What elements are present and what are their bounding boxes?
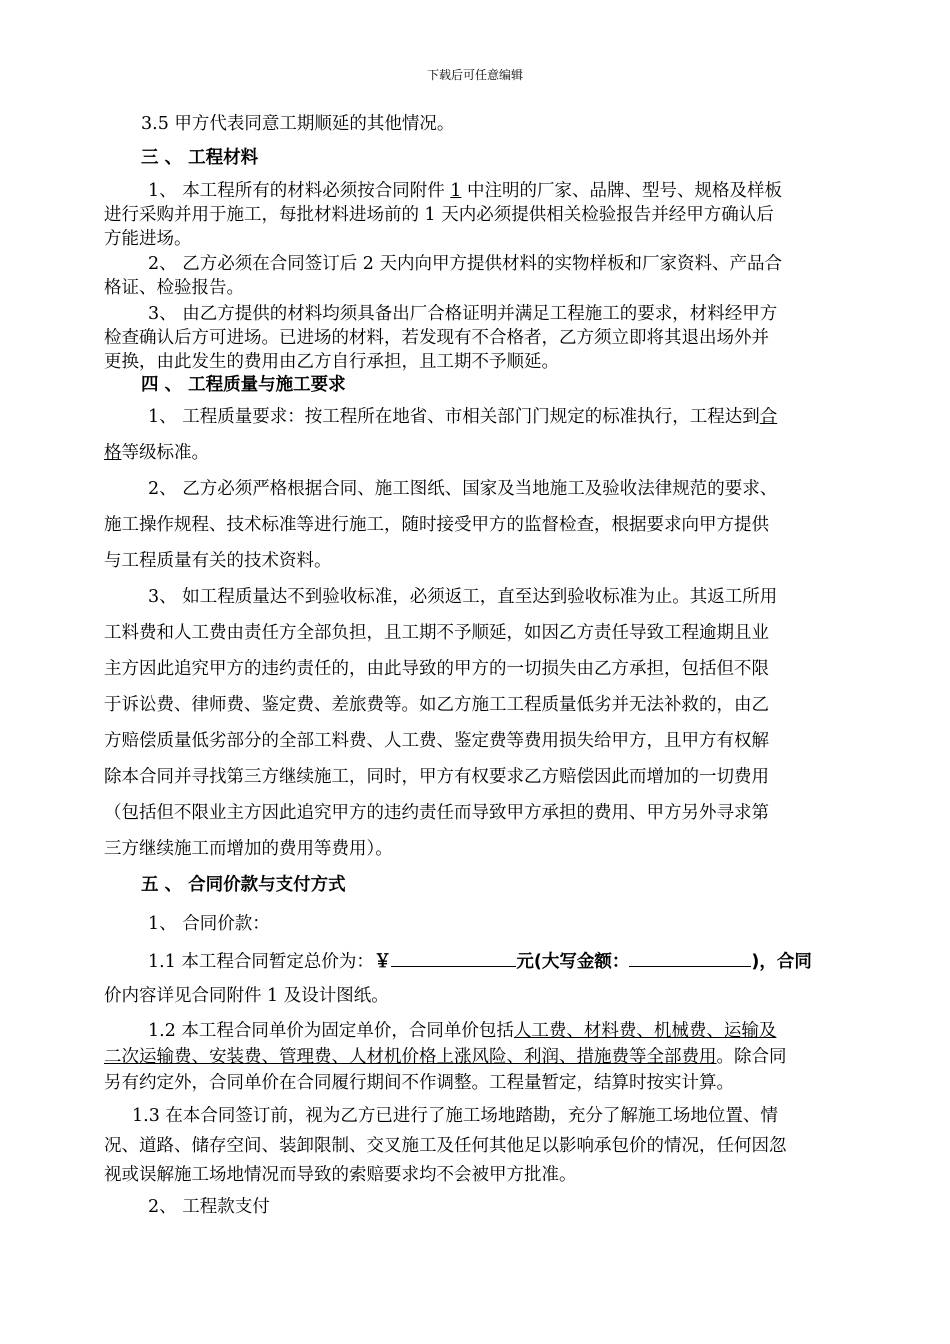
quality-clause-1-line2: 格等级标准。 <box>104 443 209 463</box>
price-clause-1-3-line3: 视或误解施工场地情况而导致的索赔要求均不会被甲方批准。 <box>104 1165 577 1185</box>
quality-clause-2-line1: 2、 乙方必须严格根据合同、施工图纸、国家及当地施工及验收法律规范的要求、 <box>148 479 778 499</box>
quality-clause-3-line2: 工料费和人工费由责任方全部负担，且工期不予顺延，如因乙方责任导致工程逾期且业 <box>104 623 769 643</box>
quality-clause-1-line1: 1、 工程质量要求：按工程所在地省、市相关部门门规定的标准执行，工程达到合 <box>148 407 778 427</box>
clause-3-5: 3.5 甲方代表同意工期顺延的其他情况。 <box>141 114 455 134</box>
quality-clause-3-line8: 三方继续施工而增加的费用等费用）。 <box>104 839 393 859</box>
quality-clause-2-line3: 与工程质量有关的技术资料。 <box>104 551 332 571</box>
yen-sign: ￥ <box>373 952 392 972</box>
section-heading-4: 四 、 工程质量与施工要求 <box>141 375 346 395</box>
material-clause-1-line1: 1、 本工程所有的材料必须按合同附件 1 中注明的厂家、品牌、型号、规格及样板 <box>148 181 782 201</box>
quality-clause-3-line7: （包括但不限业主方因此追究甲方的违约责任而导致甲方承担的费用、甲方另外寻求第 <box>104 803 769 823</box>
section-heading-3: 三 、 工程材料 <box>141 148 259 168</box>
quality-clause-3-line1: 3、 如工程质量达不到验收标准，必须返工，直至达到验收标准为止。其返工所用 <box>148 587 778 607</box>
price-clause-1-2-line2: 二次运输费、安装费、管理费、人材机价格上涨风险、利润、措施费等全部费用。除合同 <box>104 1047 787 1067</box>
material-clause-2-line2: 格证、检验报告。 <box>104 278 244 298</box>
quality-clause-2-line2: 施工操作规程、技术标准等进行施工，随时接受甲方的监督检查，根据要求向甲方提供 <box>104 515 769 535</box>
total-price-blank[interactable] <box>391 948 516 967</box>
price-clause-1-1-line2: 价内容详见合同附件 1 及设计图纸。 <box>104 986 389 1006</box>
price-clause-1-3-line1: 1.3 在本合同签订前，视为乙方已进行了施工场地踏勘，充分了解施工场地位置、情 <box>132 1106 778 1126</box>
material-clause-2-line1: 2、 乙方必须在合同签订后 2 天内向甲方提供材料的实物样板和厂家资料、产品合 <box>148 254 782 274</box>
material-clause-3-line3: 更换，由此发生的费用由乙方自行承担，且工期不予顺延。 <box>104 352 559 372</box>
material-clause-1-line2: 进行采购并用于施工，每批材料进场前的 1 天内必须提供相关检验报告并经甲方确认后 <box>104 205 774 225</box>
material-clause-3-line1: 3、 由乙方提供的材料均须具备出厂合格证明并满足工程施工的要求，材料经甲方 <box>148 304 778 324</box>
price-clause-1-heading: 1、 合同价款： <box>148 914 270 934</box>
amount-in-words-blank[interactable] <box>629 948 751 967</box>
price-clause-1-2-line1: 1.2 本工程合同单价为固定单价，合同单价包括人工费、材料费、机械费、运输及 <box>148 1021 777 1041</box>
quality-clause-3-line5: 方赔偿质量低劣部分的全部工料费、人工费、鉴定费等费用损失给甲方，且甲方有权解 <box>104 731 769 751</box>
price-clause-1-2-line3: 另有约定外，合同单价在合同履行期间不作调整。工程量暂定，结算时按实计算。 <box>104 1073 734 1093</box>
payment-clause-2-heading: 2、 工程款支付 <box>148 1197 270 1217</box>
material-clause-1-line3: 方能进场。 <box>104 229 192 249</box>
price-clause-1-3-line2: 况、道路、储存空间、装卸限制、交叉施工及任何其他足以影响承包价的情况，任何因忽 <box>104 1136 787 1156</box>
quality-clause-3-line3: 主方因此追究甲方的违约责任的，由此导致的甲方的一切损失由乙方承担，包括但不限 <box>104 659 769 679</box>
quality-clause-3-line6: 除本合同并寻找第三方继续施工，同时，甲方有权要求乙方赔偿因此而增加的一切费用 <box>104 767 769 787</box>
section-heading-5: 五 、 合同价款与支付方式 <box>141 875 346 895</box>
quality-clause-3-line4: 于诉讼费、律师费、鉴定费、差旅费等。如乙方施工工程质量低劣并无法补救的，由乙 <box>104 695 769 715</box>
material-clause-3-line2: 检查确认后方可进场。已进场的材料，若发现有不合格者，乙方须立即将其退出场外并 <box>104 328 769 348</box>
page-header: 下载后可任意编辑 <box>426 68 523 82</box>
price-clause-1-1-line1: 1.1 本工程合同暂定总价为：￥ 元(大写金额： )，合同 <box>148 948 812 974</box>
